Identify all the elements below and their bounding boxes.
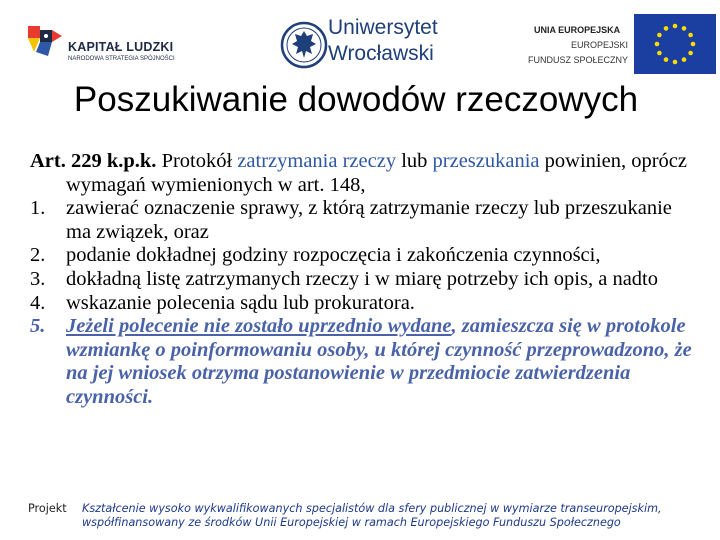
list-item-highlighted <box>30 315 702 409</box>
eu-fund-line1: EUROPEJSKI <box>570 40 628 50</box>
footer-line2: współfinansowany ze środków Unii Europejskiej w ramach Europejskiego Funduszu Społecznego <box>82 516 621 529</box>
university-name-line2: Wrocławski <box>328 42 434 65</box>
list-item-number: 4. <box>30 291 46 314</box>
slide-body <box>30 150 702 410</box>
intro-text-1: Protokół <box>156 150 238 172</box>
university-name-line1: Uniwersytet <box>328 16 438 39</box>
list-item-underlined-text: Jeżeli polecenie nie zostało uprzednio wydane <box>66 315 452 338</box>
intro-text-2: lub <box>396 150 433 172</box>
list-item <box>30 197 702 244</box>
list-item-text: zawierać oznaczenie sprawy, z którą zatrzymanie rzeczy lub przeszukanie ma związek, oraz <box>66 197 672 243</box>
eu-flag <box>634 14 716 74</box>
eu-fund-line2: FUNDUSZ SPOŁECZNY <box>528 55 629 65</box>
article-reference: Art. 229 k.p.k. <box>30 150 157 172</box>
slide-title: Poszukiwanie dowodów rzeczowych <box>73 80 639 119</box>
kapital-ludzki-title: KAPITAŁ LUDZKI <box>68 40 174 54</box>
intro-text-3: powinien, oprócz wymagań wymienionych w art. 148, <box>66 150 687 196</box>
eu-name: UNIA EUROPEJSKA <box>534 25 621 35</box>
list-item-number: 1. <box>30 197 46 220</box>
kapital-ludzki-subtitle: NARODOWA STRATEGIA SPÓJNOŚCI <box>68 56 175 62</box>
term-link-seizure: zatrzymania rzeczy <box>237 150 397 172</box>
footer-prefix: Projekt <box>28 502 67 515</box>
list-item <box>30 244 702 268</box>
list-item <box>30 292 702 316</box>
term-link-search: przeszukania <box>432 150 540 172</box>
footer-line1: Kształcenie wysoko wykwalifikowanych specjalistów dla sfery publicznej w wymiarze transeuropejskim, <box>82 502 662 515</box>
list-item-text: wskazanie polecenia sądu lub prokuratora. <box>66 291 415 314</box>
list-item-number: 5. <box>30 315 46 338</box>
list-item-text: , zamieszcza się w protokole wzmiankę o poinformowaniu osoby, u której czynność przeprowadzono, że na jej wniosek otrzyma postanowienie w przedmiocie zatwierdzenia czynności. <box>66 315 692 408</box>
list-item-number: 2. <box>30 244 46 267</box>
list-item <box>30 268 702 292</box>
list-item-text: podanie dokładnej godziny rozpoczęcia i zakończenia czynności, <box>66 244 601 267</box>
list-item-text: dokładną listę zatrzymanych rzeczy i w miarę potrzeby ich opis, a nadto <box>66 267 658 290</box>
header-logos <box>0 0 720 82</box>
intro-paragraph <box>30 150 702 197</box>
list-item-number: 3. <box>30 267 46 290</box>
